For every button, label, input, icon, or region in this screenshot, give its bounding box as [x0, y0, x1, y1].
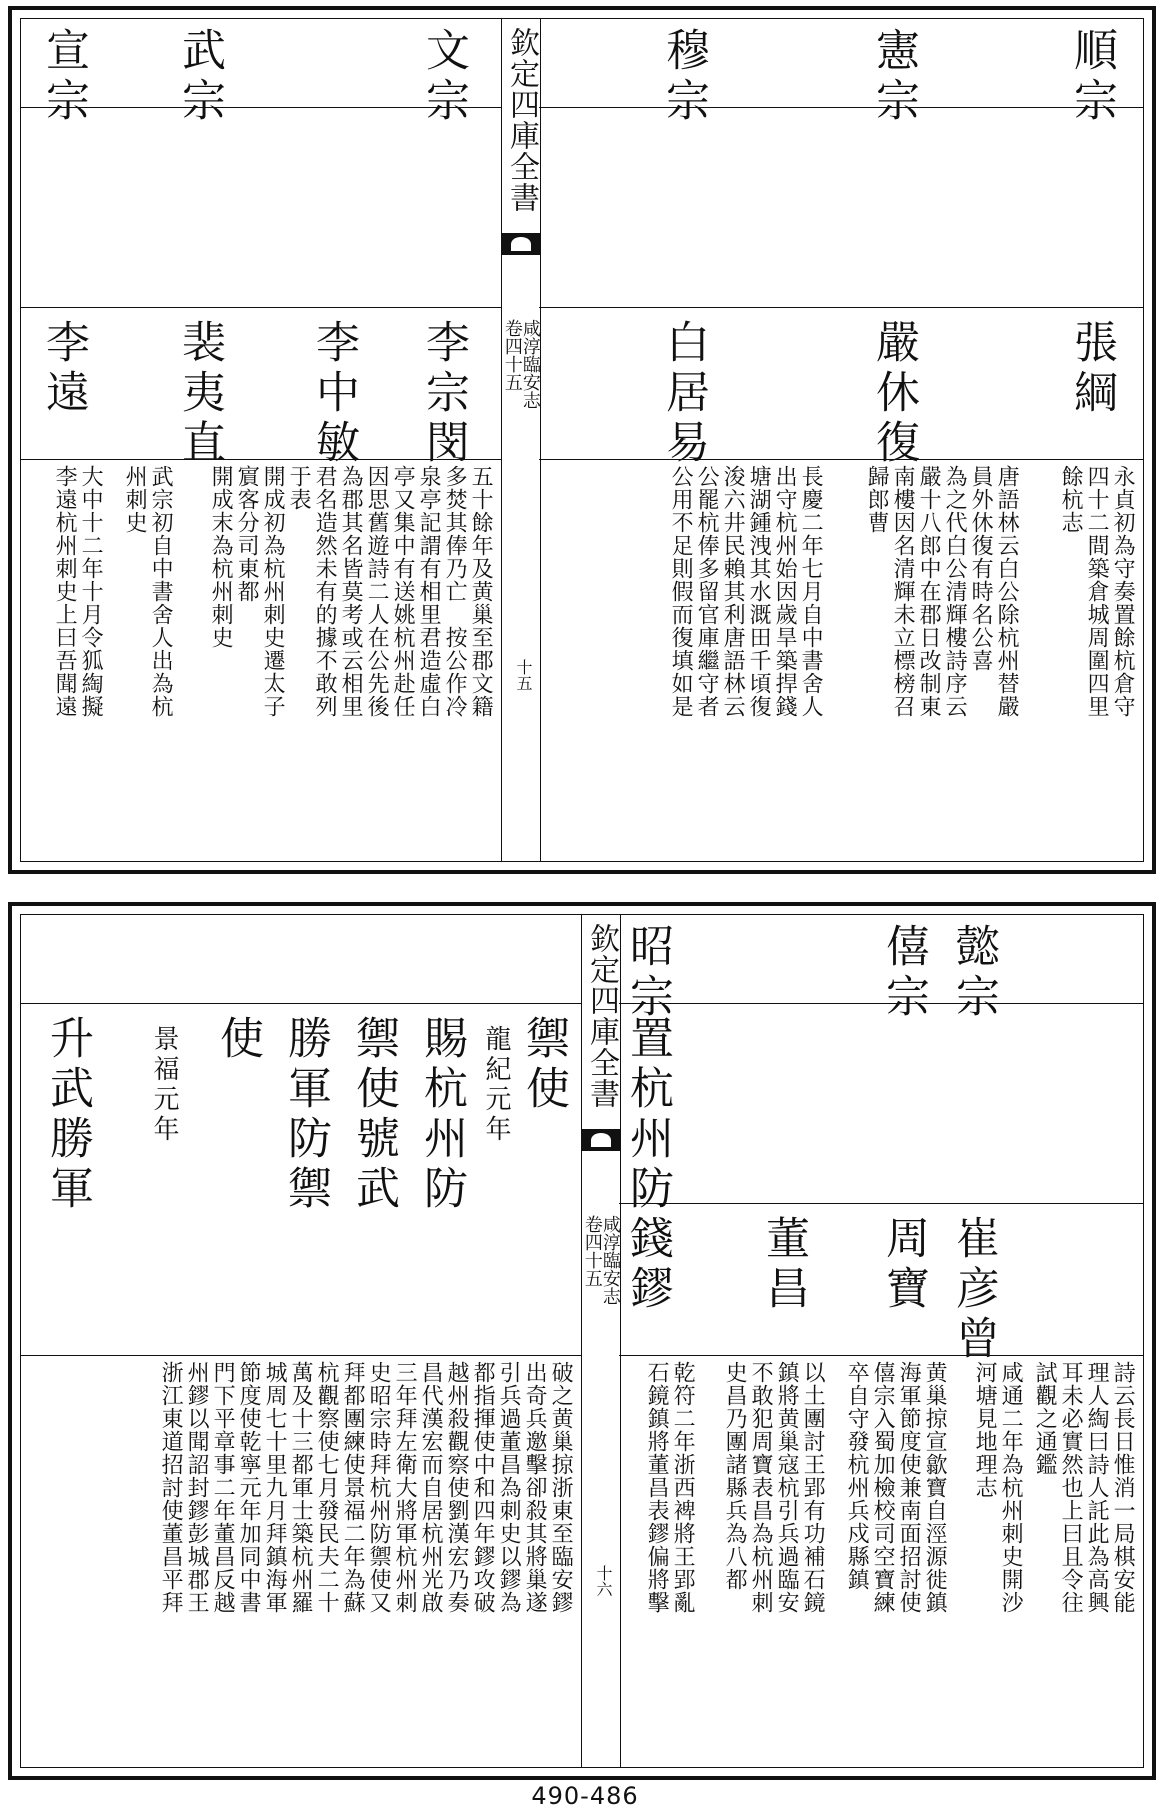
- official-name: 李宗閔: [418, 319, 469, 469]
- annotation-column: 嚴十八郎中在郡日改制東: [916, 465, 942, 718]
- page-frame: [20, 914, 1144, 1768]
- heading-column: 升武勝軍: [42, 1015, 93, 1215]
- heading-column: 勝軍防禦: [280, 1015, 331, 1215]
- spine-title: 欽定四庫全書: [504, 27, 539, 213]
- annotation-column: 出守杭州始因歲旱築捍錢: [772, 465, 798, 718]
- annotation-column: 僖宗入蜀加檢校司空寶練: [870, 1361, 896, 1614]
- official-name: 白居易: [658, 319, 709, 469]
- annotation-column: 出奇兵邀擊卻殺其將巢遂: [522, 1361, 548, 1614]
- spine-folio-number: 十五: [514, 659, 533, 691]
- reign-name: 憲宗: [868, 27, 919, 127]
- annotation-column: 唐語林云白公除杭州替嚴: [994, 465, 1020, 718]
- annotation-column: 石鏡鎮將董昌表鏐偏將擊: [644, 1361, 670, 1614]
- rule-line: [539, 107, 1143, 108]
- center-spine: [581, 915, 621, 1767]
- heading-column: 禦使號武: [348, 1015, 399, 1215]
- annotation-column: 州鏐以聞詔封鏐彭城郡王: [184, 1361, 210, 1614]
- annotation-column: 武宗初自中書舍人出為杭: [148, 465, 174, 718]
- annotation-column: 泉亭記謂有相里君造虛白: [416, 465, 442, 718]
- annotation-column: 乾符二年浙西裨將王郢亂: [670, 1361, 696, 1614]
- spine-title: 欽定四庫全書: [584, 923, 619, 1109]
- reign-name: 僖宗: [878, 923, 929, 1023]
- folio-page-upper: [8, 6, 1156, 874]
- heading-column: 賜杭州防: [416, 1015, 467, 1215]
- official-name: 李中敏: [308, 319, 359, 469]
- heading-date: 龍紀元年: [481, 1025, 511, 1145]
- annotation-column: 浚六井民賴其利唐語林云: [720, 465, 746, 718]
- annotation-column: 咸通二年為杭州刺史開沙: [998, 1361, 1024, 1614]
- spine-volume: 卷四十五: [581, 1215, 603, 1287]
- folio-page-lower: [8, 902, 1156, 1780]
- annotation-column: 為郡其名皆莫考或云相里: [338, 465, 364, 718]
- annotation-column: 以土團討王郢有功補石鏡: [800, 1361, 826, 1614]
- official-name: 崔彦曾: [948, 1215, 999, 1365]
- annotation-column: 卒自守發杭州兵戍縣鎮: [844, 1361, 870, 1591]
- rule-line: [619, 1203, 1143, 1204]
- annotation-column: 亭又集中有送姚杭州赴任: [390, 465, 416, 718]
- official-name: 李遠: [38, 319, 89, 419]
- official-name: 錢鏐: [622, 1215, 673, 1315]
- annotation-column: 鎮將黄巢寇杭引兵過臨安: [774, 1361, 800, 1614]
- annotation-column: 門下平章事二年董昌反越: [210, 1361, 236, 1614]
- reign-name: 昭宗: [622, 923, 673, 1023]
- annotation-column: 史昭宗時拜杭州防禦使又: [366, 1361, 392, 1614]
- official-name: 周寶: [878, 1215, 929, 1315]
- page-frame: [20, 18, 1144, 862]
- official-name: 裴夷直: [174, 319, 225, 469]
- annotation-column: 引兵過董昌為刺史以鏐為: [496, 1361, 522, 1614]
- reign-name: 穆宗: [658, 27, 709, 127]
- reign-name: 宣宗: [38, 27, 89, 127]
- annotation-column: 于表: [286, 465, 312, 511]
- rule-line: [21, 307, 501, 308]
- annotation-column: 越州殺觀察使劉漢宏乃奏: [444, 1361, 470, 1614]
- annotation-column: 破之黄巢掠浙東至臨安鏐: [548, 1361, 574, 1614]
- annotation-column: 君名造然未有的據不敢列: [312, 465, 338, 718]
- annotation-column: 賔客分司東都: [234, 465, 260, 603]
- rule-line: [619, 1355, 1143, 1356]
- page-number: 490-486: [531, 1782, 639, 1810]
- reign-name: 順宗: [1066, 27, 1117, 127]
- annotation-column: 不敢犯周寶表昌為杭州刺: [748, 1361, 774, 1614]
- rule-line: [539, 307, 1143, 308]
- official-name: 嚴休復: [868, 319, 919, 469]
- annotation-column: 因思舊遊詩二人在公先後: [364, 465, 390, 718]
- annotation-column: 三年拜左衛大將軍杭州刺: [392, 1361, 418, 1614]
- spine-folio-number: 十六: [594, 1565, 613, 1597]
- spine-book-title: 咸淳臨安志: [599, 1215, 621, 1305]
- annotation-column: 為之代白公清輝樓詩序云: [942, 465, 968, 718]
- annotation-column: 永貞初為守奏置餘杭倉守: [1110, 465, 1136, 718]
- annotation-column: 理人綯曰詩人託此為高興: [1084, 1361, 1110, 1614]
- annotation-column: 試觀之通鑑: [1032, 1361, 1058, 1476]
- annotation-column: 公罷杭俸多留官庫繼守者: [694, 465, 720, 718]
- official-name: 張綱: [1066, 319, 1117, 419]
- annotation-column: 耳未必實然也上曰且令往: [1058, 1361, 1084, 1614]
- annotation-column: 歸郎曹: [864, 465, 890, 534]
- rule-line: [21, 1003, 581, 1004]
- annotation-column: 開成末為杭州刺史: [208, 465, 234, 649]
- annotation-column: 海軍節度使兼南面招討使: [896, 1361, 922, 1614]
- annotation-column: 州刺史: [122, 465, 148, 534]
- annotation-column: 員外休復有時名公喜: [968, 465, 994, 672]
- rule-line: [539, 459, 1143, 460]
- reign-name: 文宗: [418, 27, 469, 127]
- annotation-column: 五十餘年及黄巢至郡文籍: [468, 465, 494, 718]
- heading-column: 禦使: [518, 1015, 569, 1115]
- heading-date: 景福元年: [149, 1025, 179, 1145]
- reign-name: 懿宗: [948, 923, 999, 1023]
- annotation-column: 開成初為杭州刺史遷太子: [260, 465, 286, 718]
- annotation-column: 河塘見地理志: [972, 1361, 998, 1499]
- spine-volume: 卷四十五: [501, 319, 523, 391]
- spine-book-title: 咸淳臨安志: [519, 319, 541, 409]
- annotation-column: 昌代漢宏而自居杭州光啟: [418, 1361, 444, 1614]
- annotation-column: 詩云長日惟消一局棋安能: [1110, 1361, 1136, 1614]
- reign-name: 武宗: [174, 27, 225, 127]
- annotation-column: 多焚其俸乃亡 按公作冷: [442, 465, 468, 718]
- annotation-column: 杭觀察使七月發民夫二十: [314, 1361, 340, 1614]
- annotation-column: 南樓因名清輝未立標榜召: [890, 465, 916, 718]
- annotation-column: 拜都團練使景福二年為蘇: [340, 1361, 366, 1614]
- annotation-column: 餘杭志: [1058, 465, 1084, 534]
- annotation-column: 四十二間築倉城周圍四里: [1084, 465, 1110, 718]
- rule-line: [21, 1355, 581, 1356]
- annotation-column: 城周七十里九月拜鎮海軍: [262, 1361, 288, 1614]
- center-spine: [501, 19, 541, 861]
- annotation-column: 公用不足則假而復填如是: [668, 465, 694, 718]
- reign-event: 置杭州防: [622, 1015, 673, 1215]
- annotation-column: 史昌乃團諸縣兵為八都: [722, 1361, 748, 1591]
- annotation-column: 浙江東道招討使董昌平拜: [158, 1361, 184, 1614]
- fishtail-mark: [502, 233, 540, 255]
- annotation-column: 大中十二年十月令狐綯擬: [78, 465, 104, 718]
- annotation-column: 黄巢掠宣歙寶自涇源徙鎮: [922, 1361, 948, 1614]
- fishtail-mark: [582, 1129, 620, 1151]
- heading-column: 使: [212, 1015, 263, 1065]
- annotation-column: 李遠杭州刺史上曰吾聞遠: [52, 465, 78, 718]
- annotation-column: 節度使乾寧元年加同中書: [236, 1361, 262, 1614]
- annotation-column: 長慶二年七月自中書舍人: [798, 465, 824, 718]
- annotation-column: 萬及十三都軍士築杭州羅: [288, 1361, 314, 1614]
- annotation-column: 都指揮使中和四年鏐攻破: [470, 1361, 496, 1614]
- official-name: 董昌: [758, 1215, 809, 1315]
- annotation-column: 塘湖鍾洩其水溉田千頃復: [746, 465, 772, 718]
